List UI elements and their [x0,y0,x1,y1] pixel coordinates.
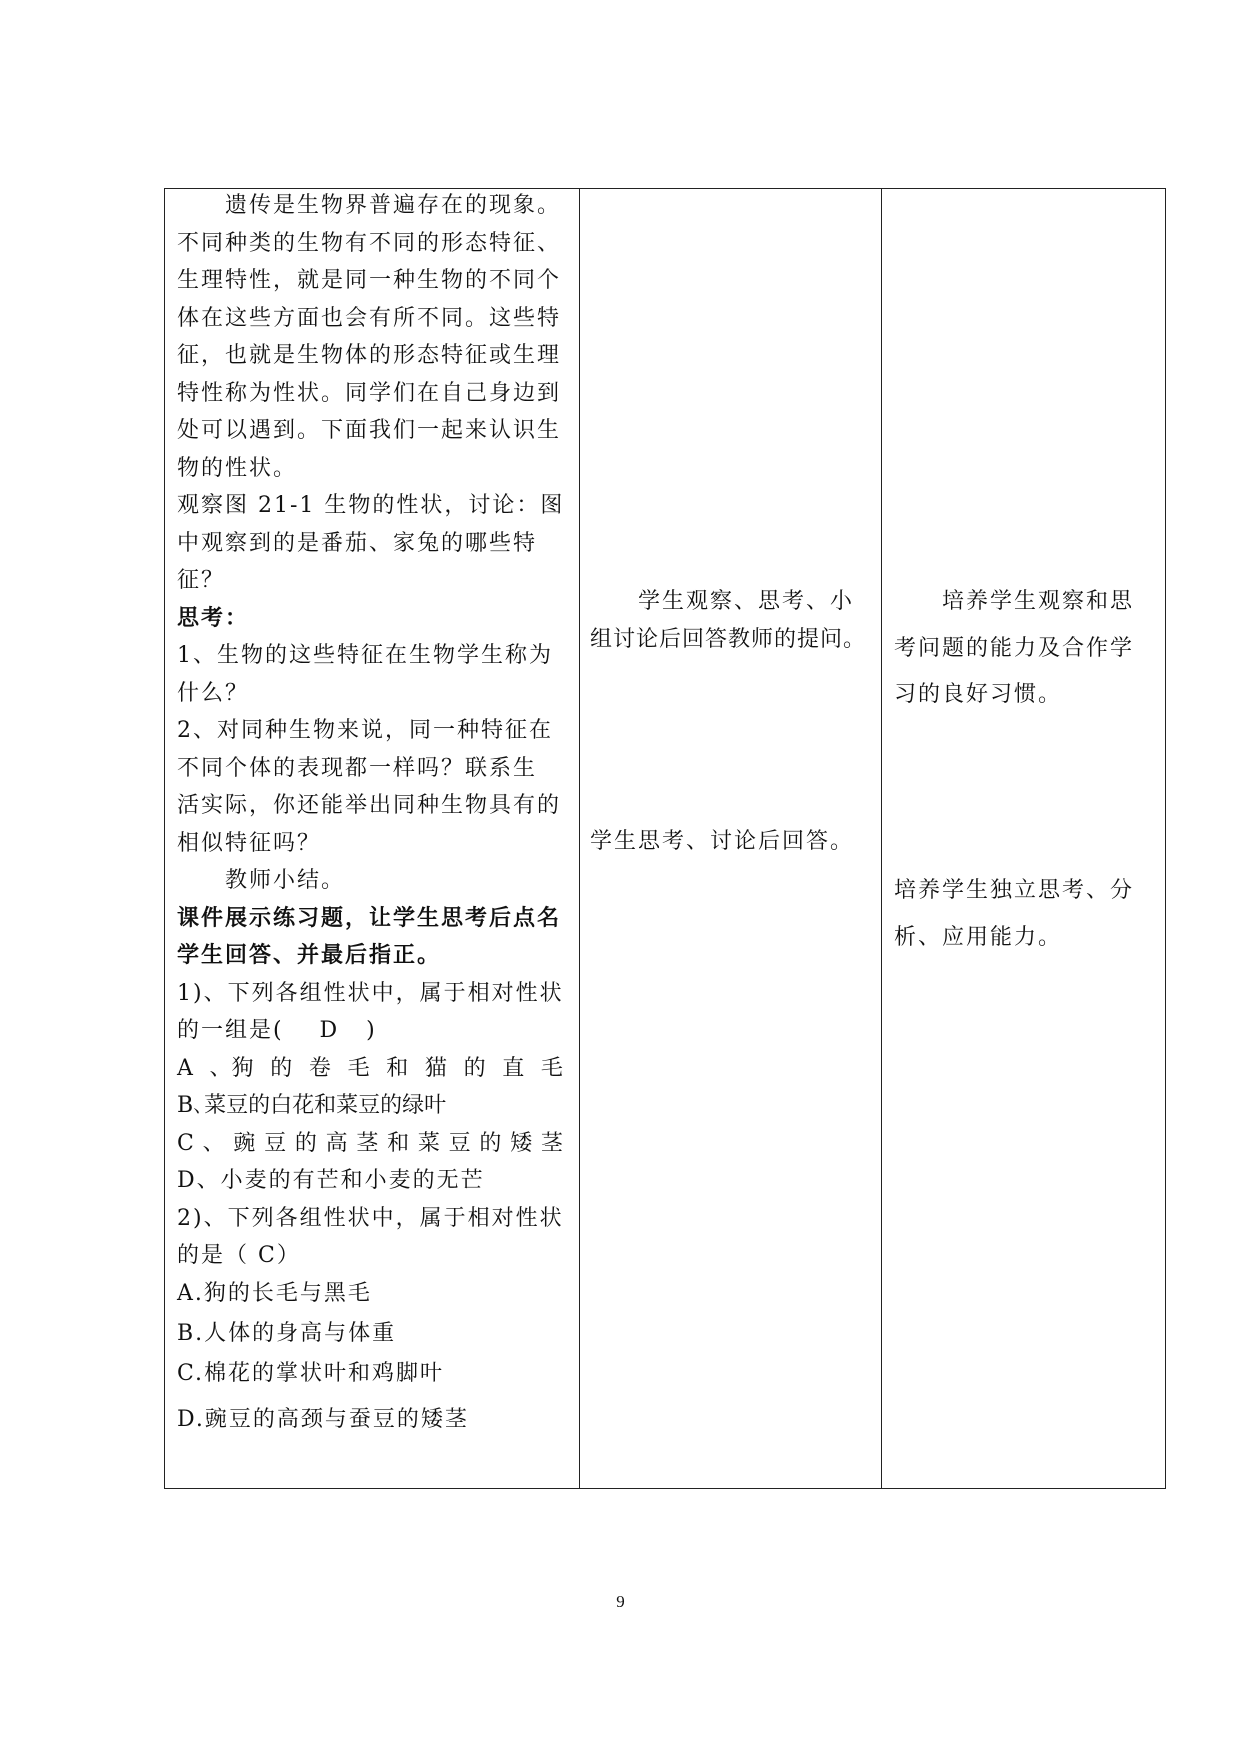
intro-line: 物的性状。 [177,455,298,481]
intro-line: 处可以遇到。下面我们一起来认识生 [177,418,562,443]
purpose-line: 培养学生观察和思 [942,589,1135,614]
think-question-2: 不同个体的表现都一样吗？联系生 [177,755,538,781]
think-question-1: 什么？ [177,680,250,706]
intro-line: 生理特性，就是同一种生物的不同个 [177,268,562,293]
think-question-2: 2、对同种生物来说，同一种特征在 [177,718,553,743]
think-question-2: 活实际，你还能举出同种生物具有的 [177,793,562,818]
intro-line: 不同种类的生物有不同的形态特征、 [177,230,562,256]
exercise-2-question: 的是（ C） [177,1243,301,1268]
activity-line: 学生思考、讨论后回答。 [590,829,855,854]
observe-line: 征？ [177,568,226,593]
exercise-1-option-a: A 、狗 的 卷 毛 和 猫 的 直 毛 [177,1055,563,1081]
think-heading: 思考： [177,604,250,631]
exercise-heading: 学生回答、并最后指正。 [177,942,442,968]
exercise-2-option: B.人体的身高与体重 [177,1320,397,1346]
purpose-text-2 [894,872,1134,956]
purpose-line: 考问题的能力及合作学 [894,635,1135,661]
intro-line: 体在这些方面也会有所不同。这些特 [177,305,562,331]
activity-cell [580,189,882,1489]
exercise-1-option-d: D、小麦的有芒和小麦的无芒 [177,1168,485,1193]
exercise-2-option: C.棉花的掌状叶和鸡脚叶 [177,1360,445,1386]
content-cell [165,189,580,1489]
observe-line: 中观察到的是番茄、家兔的哪些特 [177,530,538,556]
exercise-1-option-b: B､菜豆的白花和菜豆的绿叶 [177,1093,447,1118]
activity-text-2 [590,823,854,861]
think-question-2: 相似特征吗？ [177,830,322,856]
exercise-2-option: A.狗的长毛与黑毛 [177,1280,372,1306]
purpose-cell [882,189,1166,1489]
think-question-1: 1、生物的这些特征在生物学生称为 [177,643,553,668]
exercise-2-option: D.豌豆的高颈与蚕豆的矮茎 [177,1406,469,1432]
intro-line: 遗传是生物界普遍存在的现象。 [225,193,562,218]
lesson-plan-table [164,188,1166,1489]
activity-text-1 [590,583,866,658]
page-number: 9 [616,1592,625,1611]
observe-line: 观察图 21-1 生物的性状，讨论：图 [177,493,565,518]
exercise-1-question: 的一组是( D ) [177,1018,377,1043]
purpose-line: 析、应用能力。 [894,924,1063,950]
intro-line: 征，也就是生物体的形态特征或生理 [177,343,562,368]
teacher-summary: 教师小结。 [225,868,346,893]
purpose-line: 培养学生独立思考、分 [894,878,1135,903]
exercise-1-option-c: C 、 豌 豆 的 高 茎 和 菜 豆 的 矮 茎 [177,1130,563,1156]
activity-line: 组讨论后回答教师的提问。 [590,626,867,652]
activity-line: 学生观察、思考、小 [638,589,855,614]
content-text [177,187,564,1441]
purpose-text-1 [894,583,1134,714]
intro-line: 特性称为性状。同学们在自己身边到 [177,380,562,406]
table-row [165,189,1166,1489]
exercise-1-question: 1)、下列各组性状中，属于相对性状 [177,980,564,1006]
exercise-2-question: 2)、下列各组性状中，属于相对性状 [177,1205,564,1231]
exercise-heading: 课件展示练习题，让学生思考后点名 [177,904,562,931]
purpose-line: 习的良好习惯。 [894,682,1063,707]
